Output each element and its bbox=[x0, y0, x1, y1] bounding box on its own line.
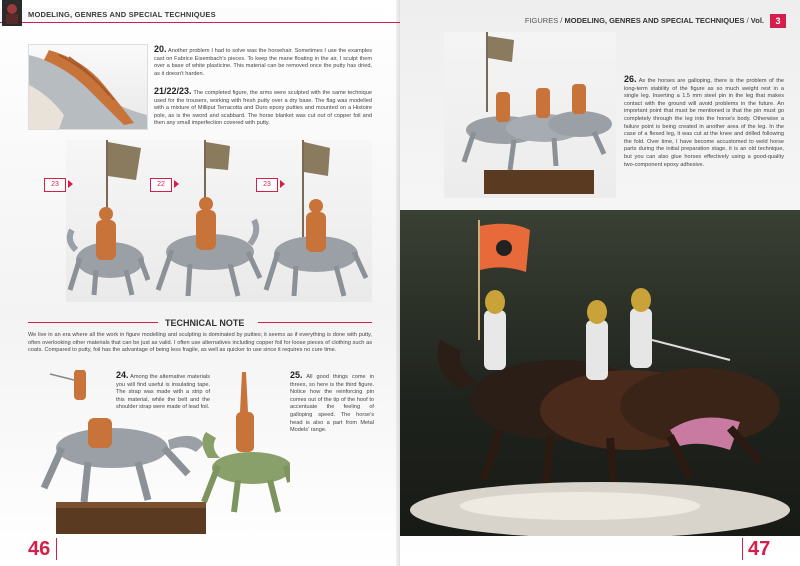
figure-photo-2 bbox=[150, 140, 262, 302]
step-24-text bbox=[116, 372, 210, 412]
step-25-number: 25. bbox=[290, 370, 303, 380]
arrow-right-icon bbox=[280, 180, 285, 188]
figure-photo-25 bbox=[198, 372, 290, 538]
step-25-text bbox=[290, 372, 374, 435]
step-21-text bbox=[154, 88, 372, 128]
left-page-number: 46 bbox=[28, 538, 51, 560]
step-21-body: The completed figure, the arms were sculpted with the same technique used for the trousers, working with fresh putty over a dry base. The flag was modelled with a mixture of Milliput Terracotta and Duro epoxy putties and mounted on a Histoire pole, as is the sword and scabbard. The horse blanket was cut out of copper foil and then any small imperfection covered with putty. bbox=[154, 90, 373, 127]
rider-figure-24-top bbox=[40, 370, 112, 418]
right-header-title: FIGURES / MODELING, GENRES AND SPECIAL TECHNIQUES / Vol. bbox=[524, 16, 764, 25]
right-page-number: 47 bbox=[748, 538, 771, 560]
photo-label-3: 23 bbox=[256, 178, 278, 192]
volume-badge: 3 bbox=[770, 14, 786, 28]
technical-note-rule-right bbox=[258, 322, 372, 323]
figure-photo-26 bbox=[444, 32, 616, 198]
arrow-right-icon bbox=[174, 180, 179, 188]
right-page bbox=[400, 0, 800, 566]
figure-photo-24 bbox=[40, 370, 112, 418]
left-page-number-rule bbox=[56, 538, 57, 560]
horse-neck-illustration bbox=[29, 45, 147, 129]
step-24-number: 24. bbox=[116, 370, 129, 380]
figure-photo-3 bbox=[262, 140, 372, 302]
step-20-text bbox=[154, 46, 372, 78]
horse-25-illustration bbox=[198, 372, 290, 538]
rider-figure-2 bbox=[150, 140, 262, 302]
photo-label-1: 23 bbox=[44, 178, 66, 192]
step-25-body: All good things come in threes, so here is the third figure. Notice how the reinforcing pin comes out of the tip of the hoof to accentuate the feeling of galloping speed. The horse's head is also a part from Metal Models' range. bbox=[290, 374, 374, 434]
rider-figure-3 bbox=[262, 140, 372, 302]
step-24-body: Among the alternative materials you will find useful is insulating tape. The strap was made with a strip of this material, while the belt and the shoulder strap were made of lead foil. bbox=[116, 374, 210, 411]
right-header bbox=[400, 14, 800, 30]
step-20-body: Another problem I had to solve was the horsehair. Sometimes I use the examples cast on Fabrice Eisembach's pieces. To keep the mane floating in the air, I sculpt them over a base of white plasticine. This material can be removed once the putty has dried, as it doesn't harden. bbox=[154, 48, 372, 77]
finished-diorama-photo bbox=[400, 210, 800, 536]
painted-cavalry-diorama-illustration bbox=[400, 210, 800, 536]
technical-note-title: TECHNICAL NOTE bbox=[165, 318, 245, 328]
horse-24-illustration bbox=[28, 418, 212, 538]
step-26-text bbox=[624, 76, 784, 169]
left-header-title: MODELING, GENRES AND SPECIAL TECHNIQUES bbox=[28, 10, 216, 19]
publisher-logo-icon bbox=[2, 0, 22, 26]
technical-note-text: We live in an era where all the work in figure modelling and sculpting is dominated by putties; it seems as if everything is done with putty, often overlooking other materials that can be just as valid. I often use alternatives including copper foil for loose pieces of clothing such as coats. Compared to putty, foil has the advantage of being less fragile, as well as quicker to use since it requires no cure time. bbox=[28, 332, 372, 354]
step-20-number: 20. bbox=[154, 44, 167, 54]
horse-mane-photo bbox=[28, 44, 148, 130]
figure-photo-1 bbox=[66, 140, 150, 302]
figure-photo-24-horse bbox=[28, 418, 212, 538]
arrow-right-icon bbox=[68, 180, 73, 188]
photo-label-2: 22 bbox=[150, 178, 172, 192]
technical-note-rule-left bbox=[28, 322, 158, 323]
three-riders-unpainted-illustration bbox=[444, 32, 616, 198]
step-21-number: 21/22/23. bbox=[154, 86, 192, 96]
step-26-number: 26. bbox=[624, 74, 637, 84]
step-26-body: As the horses are galloping, there is the problem of the long-term stability of the figure as so much weight rest in a single leg. Inserting a 1.5 mm steel pin in the leg that makes contact with the ground will avoid problems in the future. An important point that must be mentioned is that the pin must go completely through the leg into the horse's body. Otherwise a failure point is being created in another area of the leg. In the case of a flexed leg, it was cut at the knee and drilled following the fold. Over time, I have become accustomed to weld horse parts during the initial preparation stage, it is an old technique, but you can also glue horses effectively using a good-quality two-component epoxy adhesive. bbox=[624, 78, 784, 168]
left-header bbox=[0, 8, 400, 22]
rider-figure-1 bbox=[66, 140, 150, 302]
right-page-number-rule bbox=[742, 538, 743, 560]
